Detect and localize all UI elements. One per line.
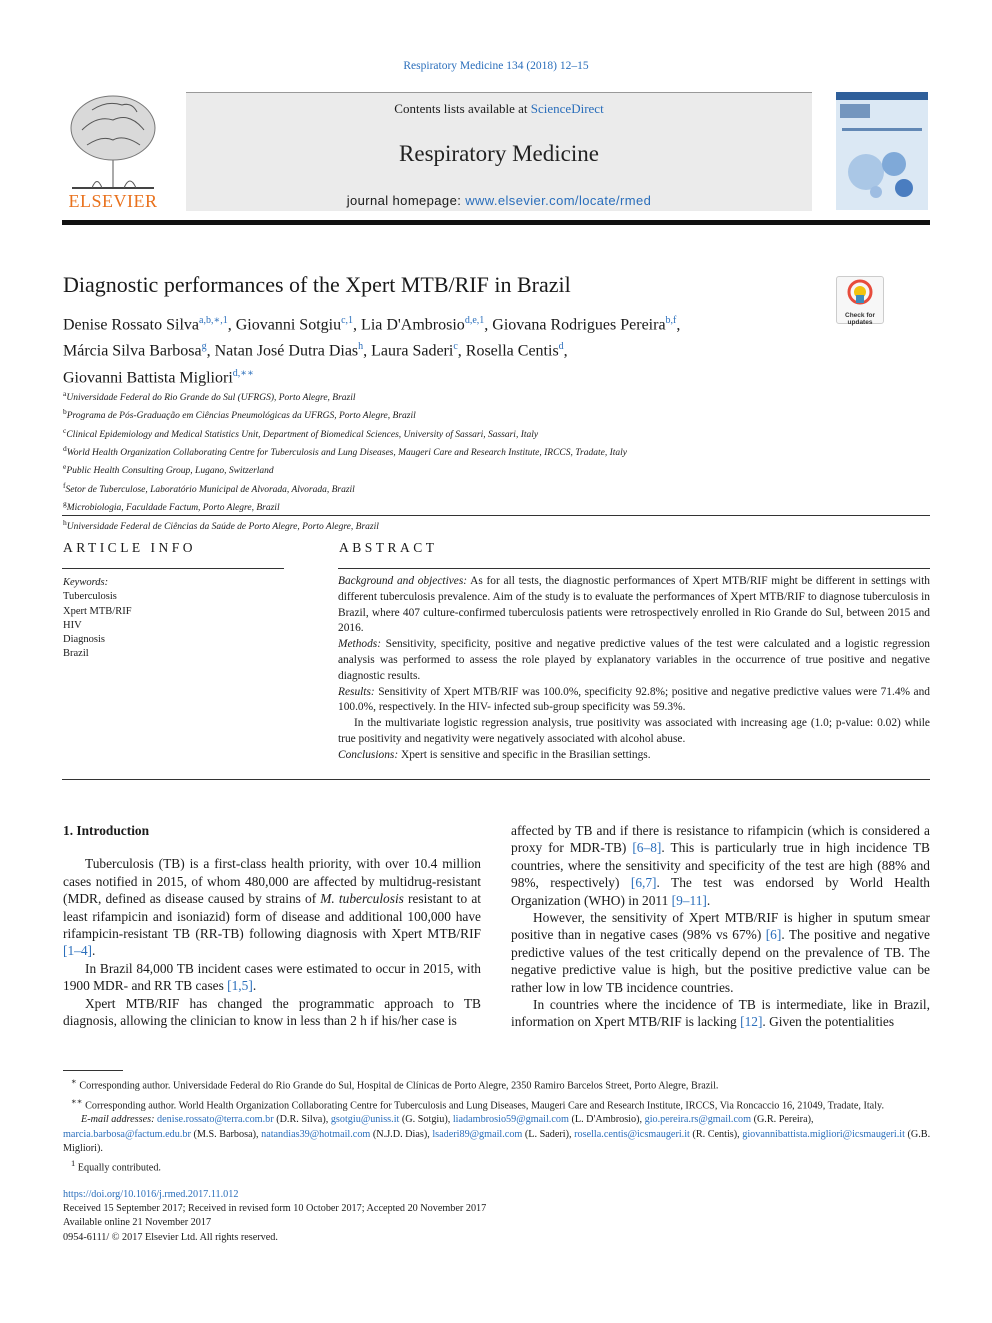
- email-label: E-mail addresses:: [81, 1114, 155, 1126]
- author-separator: ,: [353, 316, 362, 334]
- footnotes: [63, 1074, 931, 1176]
- reference-link[interactable]: [6–8]: [632, 840, 662, 856]
- abstract-conclusions: [338, 748, 930, 764]
- author-name[interactable]: Rosella Centis: [465, 342, 559, 360]
- author-affiliation-marks[interactable]: d,∗∗: [232, 367, 254, 379]
- abstract-heading: ABSTRACT: [339, 540, 438, 555]
- author-affiliation-marks[interactable]: c,1: [341, 315, 354, 326]
- author-list: [63, 310, 833, 389]
- author-separator: ,: [484, 316, 493, 334]
- affiliation-key: b: [63, 407, 67, 417]
- header-rule: [62, 220, 930, 225]
- affiliation-key: c: [63, 425, 67, 435]
- keywords-label: Keywords:: [63, 577, 109, 588]
- copyright: 0954-6111/ © 2017 Elsevier Ltd. All rights reserved.: [63, 1231, 278, 1243]
- conclusions-label: Conclusions:: [338, 748, 399, 761]
- received-dates: Received 15 September 2017; Received in revised form 10 October 2017; Accepted 20 November 2017: [63, 1203, 487, 1215]
- author-name[interactable]: Lia D'Ambrosio: [361, 316, 465, 334]
- background-text: As for all tests, the diagnostic performances of Xpert MTB/RIF might be different in settings with different tuberculosis prevalence. Aim of the study is to evaluate the performances of Xpert MTB/RIF to diagnose tuberculosis in Brazil, where 407 culture-confirmed tuberculosis patients were retrospectively enrolled in Rio Grande do Sul, between 2015 and 2016.: [338, 575, 930, 635]
- author-name[interactable]: Márcia Silva Barbosa: [63, 342, 202, 360]
- keywords-block: [63, 576, 283, 662]
- affiliation-key: e: [63, 462, 67, 472]
- author-name[interactable]: Giovana Rodrigues Pereira: [492, 316, 666, 334]
- results-text: Sensitivity of Xpert MTB/RIF was 100.0%, specificity 92.8%; positive and negative predictive values were 71.4% and 100.0%, respectively. In the HIV- infected sub-group specificity was 59.3%.: [338, 685, 930, 714]
- author-separator: ,: [227, 316, 236, 334]
- footnote-text: Corresponding author. World Health Organization Collaborating Centre for Tuberculosis and Lung Diseases, Maugeri Care and Research Institute, IRCCS, Via Roncaccio 16, 21049, Tradate, Italy.: [82, 1100, 884, 1112]
- bibliographic-info: [63, 1188, 931, 1245]
- body-column-left: [63, 822, 481, 1029]
- intro-paragraph-1: Tuberculosis (TB) is a first-class health priority, with over 10.4 million cases notified in 2015, of whom 480,000 are affected by multidrug-resistant (MDR, defined as disease caused by strains of M. tuberculosis resistant to at least rifampicin and isoniazid) form of disease and additional 100,000 have rifampicin-resistant TB (RR-TB) following diagnosis with Xpert MTB/RIF [1–4].: [63, 856, 481, 959]
- intro-paragraph-3-continued: affected by TB and if there is resistance to rifampicin (which is considered a proxy for MDR-TB) [6–8]. This is particularly true in high incidence TB countries, where the sensitivity and specificity of the test are high (88% and 98%, respectively) [6,7]. The test was endorsed by World Health Organization (WHO) in 2011 [9–11].: [511, 823, 931, 908]
- reference-link[interactable]: [6]: [765, 927, 782, 943]
- affiliation-text: Programa de Pós-Graduação em Ciências Pneumológicas da UFRGS, Porto Alegre, Brazil: [66, 411, 416, 422]
- email-owner: (M.S. Barbosa),: [190, 1128, 262, 1140]
- author-separator: ,: [563, 342, 568, 360]
- affiliation-text: World Health Organization Collaborating Centre for Tuberculosis and Lung Diseases, Maugeri Care and Research Institute, IRCCS, Tradate, Italy: [66, 448, 627, 459]
- email-link[interactable]: gsotgiu@uniss.it: [330, 1114, 400, 1126]
- footnote-rule: [63, 1070, 123, 1071]
- homepage-link[interactable]: www.elsevier.com/locate/rmed: [465, 193, 652, 208]
- check-updates-label: Check for updates: [845, 312, 875, 326]
- email-link[interactable]: rosella.centis@icsmaugeri.it: [574, 1128, 690, 1140]
- col2-p3-text-b: . Given the potentialities: [762, 1014, 895, 1030]
- abstract-methods: [338, 637, 930, 684]
- affiliation-list: [63, 387, 933, 534]
- email-link[interactable]: marcia.barbosa@factum.edu.br: [63, 1128, 191, 1140]
- article-title: Diagnostic performances of the Xpert MTB/RIF in Brazil: [63, 272, 571, 297]
- author-name[interactable]: Giovanni Battista Migliori: [63, 368, 233, 386]
- keywords-list: [63, 590, 283, 661]
- keyword: Tuberculosis: [63, 591, 117, 603]
- author-affiliation-marks[interactable]: c: [453, 341, 458, 353]
- email-addresses: [63, 1113, 931, 1156]
- methods-text: Sensitivity, specificity, positive and negative predictive values of the test were calculated and a logistic regression analysis was performed to assess the role played by explanatory variables in the occurrence of true positive and negative diagnostic results.: [338, 638, 930, 682]
- affiliation-text: Microbiologia, Faculdade Factum, Porto Alegre, Brazil: [66, 503, 280, 514]
- footnote-text: Corresponding author. Universidade Federal do Rio Grande do Sul, Hospital de Clínicas de Porto Alegre, 2350 Ramiro Barcelos Street, Porto Alegre, Brazil.: [76, 1080, 719, 1092]
- footnote-equal-contribution: [63, 1156, 931, 1176]
- affiliation: [63, 405, 933, 423]
- footnote-mark: ∗∗: [71, 1095, 83, 1106]
- intro-p1-text-b: resistant to at least rifampicin and isoniazid) form of disease and additional 100,000 have rifampicin-resistant TB (RR-TB) following diagnosis with Xpert MTB/RIF: [63, 891, 481, 942]
- keyword: Brazil: [63, 648, 89, 660]
- email-link[interactable]: natandias39@hotmail.com: [261, 1128, 371, 1140]
- reference-link[interactable]: [9–11]: [671, 892, 707, 908]
- keyword: HIV: [63, 619, 82, 631]
- affiliation-text: Universidade Federal de Ciências da Saúde de Porto Alegre, Porto Alegre, Brazil: [66, 521, 379, 532]
- journal-homepage: [186, 193, 812, 208]
- author-affiliation-marks[interactable]: g: [201, 341, 207, 353]
- footnote-mark: ∗: [71, 1076, 77, 1086]
- author-separator: ,: [363, 342, 372, 360]
- affiliation-rule: [62, 515, 930, 516]
- col2-p1-text-a: affected by TB and if there is resistance to rifampicin (which is considered a proxy for MDR-TB): [511, 823, 930, 856]
- journal-cover-thumbnail[interactable]: [836, 92, 928, 210]
- author-affiliation-marks[interactable]: d,e,1: [464, 315, 485, 326]
- check-updates-icon: [837, 277, 883, 307]
- intro-p2-text: In Brazil 84,000 TB incident cases were estimated to occur in 2015, with 1900 MDR- and RR TB cases: [63, 960, 481, 994]
- col2-p1-text-b: . This is particularly true in high incidence TB countries, where the sensitivity and specificity of the test are high (88% and 98%, respectively): [511, 840, 930, 891]
- author-name[interactable]: Laura Saderi: [371, 342, 454, 360]
- author-separator: ,: [206, 342, 215, 360]
- affiliation: [63, 442, 933, 460]
- contents-prefix: Contents lists available at: [394, 101, 531, 116]
- tree-logo-icon: [62, 90, 164, 190]
- available-online: Available online 21 November 2017: [63, 1217, 212, 1229]
- doi-link[interactable]: https://doi.org/10.1016/j.rmed.2017.11.012: [63, 1189, 239, 1200]
- footnote-mark: 1: [71, 1158, 76, 1169]
- affiliation: [63, 497, 933, 515]
- article-info-rule: [62, 568, 284, 569]
- author-name[interactable]: Denise Rossato Silva: [63, 316, 199, 334]
- email-owner: (D.R. Silva),: [273, 1114, 331, 1126]
- homepage-prefix: journal homepage:: [346, 193, 466, 208]
- intro-paragraph-4: [511, 909, 930, 996]
- footnote-corresponding-1: [63, 1074, 931, 1094]
- journal-name: Respiratory Medicine: [399, 141, 599, 166]
- results-label: Results:: [338, 685, 375, 698]
- intro-paragraph-5: [511, 996, 930, 1031]
- affiliation-text: Public Health Consulting Group, Lugano, Switzerland: [66, 466, 274, 477]
- email-link[interactable]: liadambrosio59@gmail.com: [452, 1114, 569, 1126]
- check-for-updates-badge[interactable]: [836, 276, 884, 324]
- affiliation-key: g: [63, 499, 67, 509]
- reference-link[interactable]: [12]: [740, 1014, 763, 1030]
- affiliation-text: Universidade Federal do Rio Grande do Sul (UFRGS), Porto Alegre, Brazil: [66, 393, 356, 404]
- email-owner: (L. Saderi),: [522, 1128, 575, 1140]
- affiliation-key: h: [63, 517, 67, 527]
- conclusions-text: Xpert is sensitive and specific in the Brasilian settings.: [398, 748, 651, 761]
- methods-label: Methods:: [338, 638, 382, 651]
- affiliation-text: Clinical Epidemiology and Medical Statistics Unit, Department of Biomedical Sciences, University of Sassari, Sassari, Italy: [66, 429, 539, 440]
- email-owner: (L. D'Ambrosio),: [568, 1114, 645, 1126]
- col2-p3-text-a: In countries where the incidence of TB is intermediate, like in Brazil, information on Xpert MTB/RIF is lacking: [511, 997, 930, 1030]
- contents-line: [186, 101, 812, 117]
- author-separator: ,: [457, 342, 466, 360]
- email-owner: (G.B. Migliori).: [63, 1128, 931, 1154]
- email-link[interactable]: lsaderi89@gmail.com: [432, 1128, 523, 1140]
- journal-masthead: [186, 92, 812, 211]
- affiliation: [63, 387, 933, 405]
- body-column-right: [511, 822, 930, 1031]
- affiliation: [63, 460, 933, 478]
- email-owner: (N.J.D. Dias),: [370, 1128, 433, 1140]
- affiliation-text: Setor de Tuberculose, Laboratório Municipal de Alvorada, Alvorada, Brazil: [65, 484, 355, 495]
- reference-link[interactable]: [6,7]: [630, 875, 657, 891]
- affiliation-key: a: [63, 389, 67, 398]
- author-separator: ,: [676, 316, 681, 334]
- cover-image-icon: [836, 92, 928, 210]
- affiliation-key: f: [63, 480, 66, 490]
- journal-citation[interactable]: Respiratory Medicine 134 (2018) 12–15: [403, 60, 589, 72]
- author-affiliation-marks[interactable]: d: [558, 341, 564, 353]
- abstract-bottom-rule: [62, 779, 930, 780]
- abstract-body: [338, 574, 930, 764]
- reference-link[interactable]: [1–4]: [63, 943, 93, 959]
- abstract-results: [338, 685, 930, 717]
- species-name: M. tuberculosis: [320, 891, 404, 907]
- email-link[interactable]: giovannibattista.migliori@icsmaugeri.it: [742, 1128, 905, 1140]
- col2-p1-text-c: . The test was endorsed by World Health Organization (WHO) in 2011: [511, 875, 931, 908]
- elsevier-logo: [62, 90, 164, 212]
- footnote-corresponding-2: [63, 1094, 931, 1114]
- affiliation-key: d: [63, 444, 67, 454]
- reference-link[interactable]: [1,5]: [227, 978, 253, 994]
- background-label: Background and objectives:: [338, 575, 468, 587]
- email-owner: (G. Sotgiu),: [399, 1114, 453, 1126]
- email-link[interactable]: denise.rossato@terra.com.br: [157, 1114, 274, 1126]
- col2-p2-text-a: However, the sensitivity of Xpert MTB/RIF is higher in sputum smear positive than in negative cases (98% vs 67%): [511, 910, 930, 943]
- intro-paragraph-2: In Brazil 84,000 TB incident cases were estimated to occur in 2015, with 1900 MDR- and RR TB cases [1,5].: [63, 960, 481, 994]
- abstract-results-continued: In the multivariate logistic regression analysis, true positivity was associated with increasing age (1.0; p-value: 0.02) while true positivity and negativity were negatively associated with alcohol abuse.: [338, 717, 930, 745]
- intro-p1-text-a: Tuberculosis (TB) is a first-class health priority, with over 10.4 million cases notified in 2015, of whom 480,000 are affected by multidrug-resistant (MDR, defined as disease caused by strains of: [63, 856, 481, 907]
- affiliation: [63, 479, 933, 497]
- email-link[interactable]: gio.pereira.rs@gmail.com: [644, 1114, 752, 1126]
- keyword: Diagnosis: [63, 634, 105, 646]
- elsevier-wordmark: ELSEVIER: [68, 191, 158, 211]
- author-name[interactable]: Natan José Dutra Dias: [214, 342, 359, 360]
- affiliation: [63, 424, 933, 442]
- affiliation: [63, 516, 933, 534]
- author-name[interactable]: Giovanni Sotgiu: [235, 316, 342, 334]
- author-affiliation-marks[interactable]: a,b,∗,1: [199, 315, 228, 326]
- intro-paragraph-3: Xpert MTB/RIF has changed the programmatic approach to TB diagnosis, allowing the clinician to know in less than 2 h if his/her case is: [63, 995, 481, 1029]
- author-affiliation-marks[interactable]: h: [358, 341, 364, 353]
- abstract-background: [338, 574, 930, 637]
- article-info-heading: ARTICLE INFO: [63, 540, 197, 555]
- section-heading-introduction: 1. Introduction: [63, 823, 150, 838]
- author-affiliation-marks[interactable]: b,f: [665, 315, 677, 326]
- email-owner: (R. Centis),: [689, 1128, 743, 1140]
- email-owner: (G.R. Pereira),: [751, 1114, 814, 1126]
- col2-p2-text-b: . The positive and negative predictive values of the test critically depend on the prevalence of TB. The negative predictive value is high, but the positive predictive value can be rather low in low TB incidence countries.: [511, 927, 930, 995]
- keyword: Xpert MTB/RIF: [63, 605, 132, 617]
- sciencedirect-link[interactable]: ScienceDirect: [530, 101, 604, 116]
- footnote-text: Equally contributed.: [75, 1162, 161, 1174]
- abstract-rule: [338, 568, 930, 569]
